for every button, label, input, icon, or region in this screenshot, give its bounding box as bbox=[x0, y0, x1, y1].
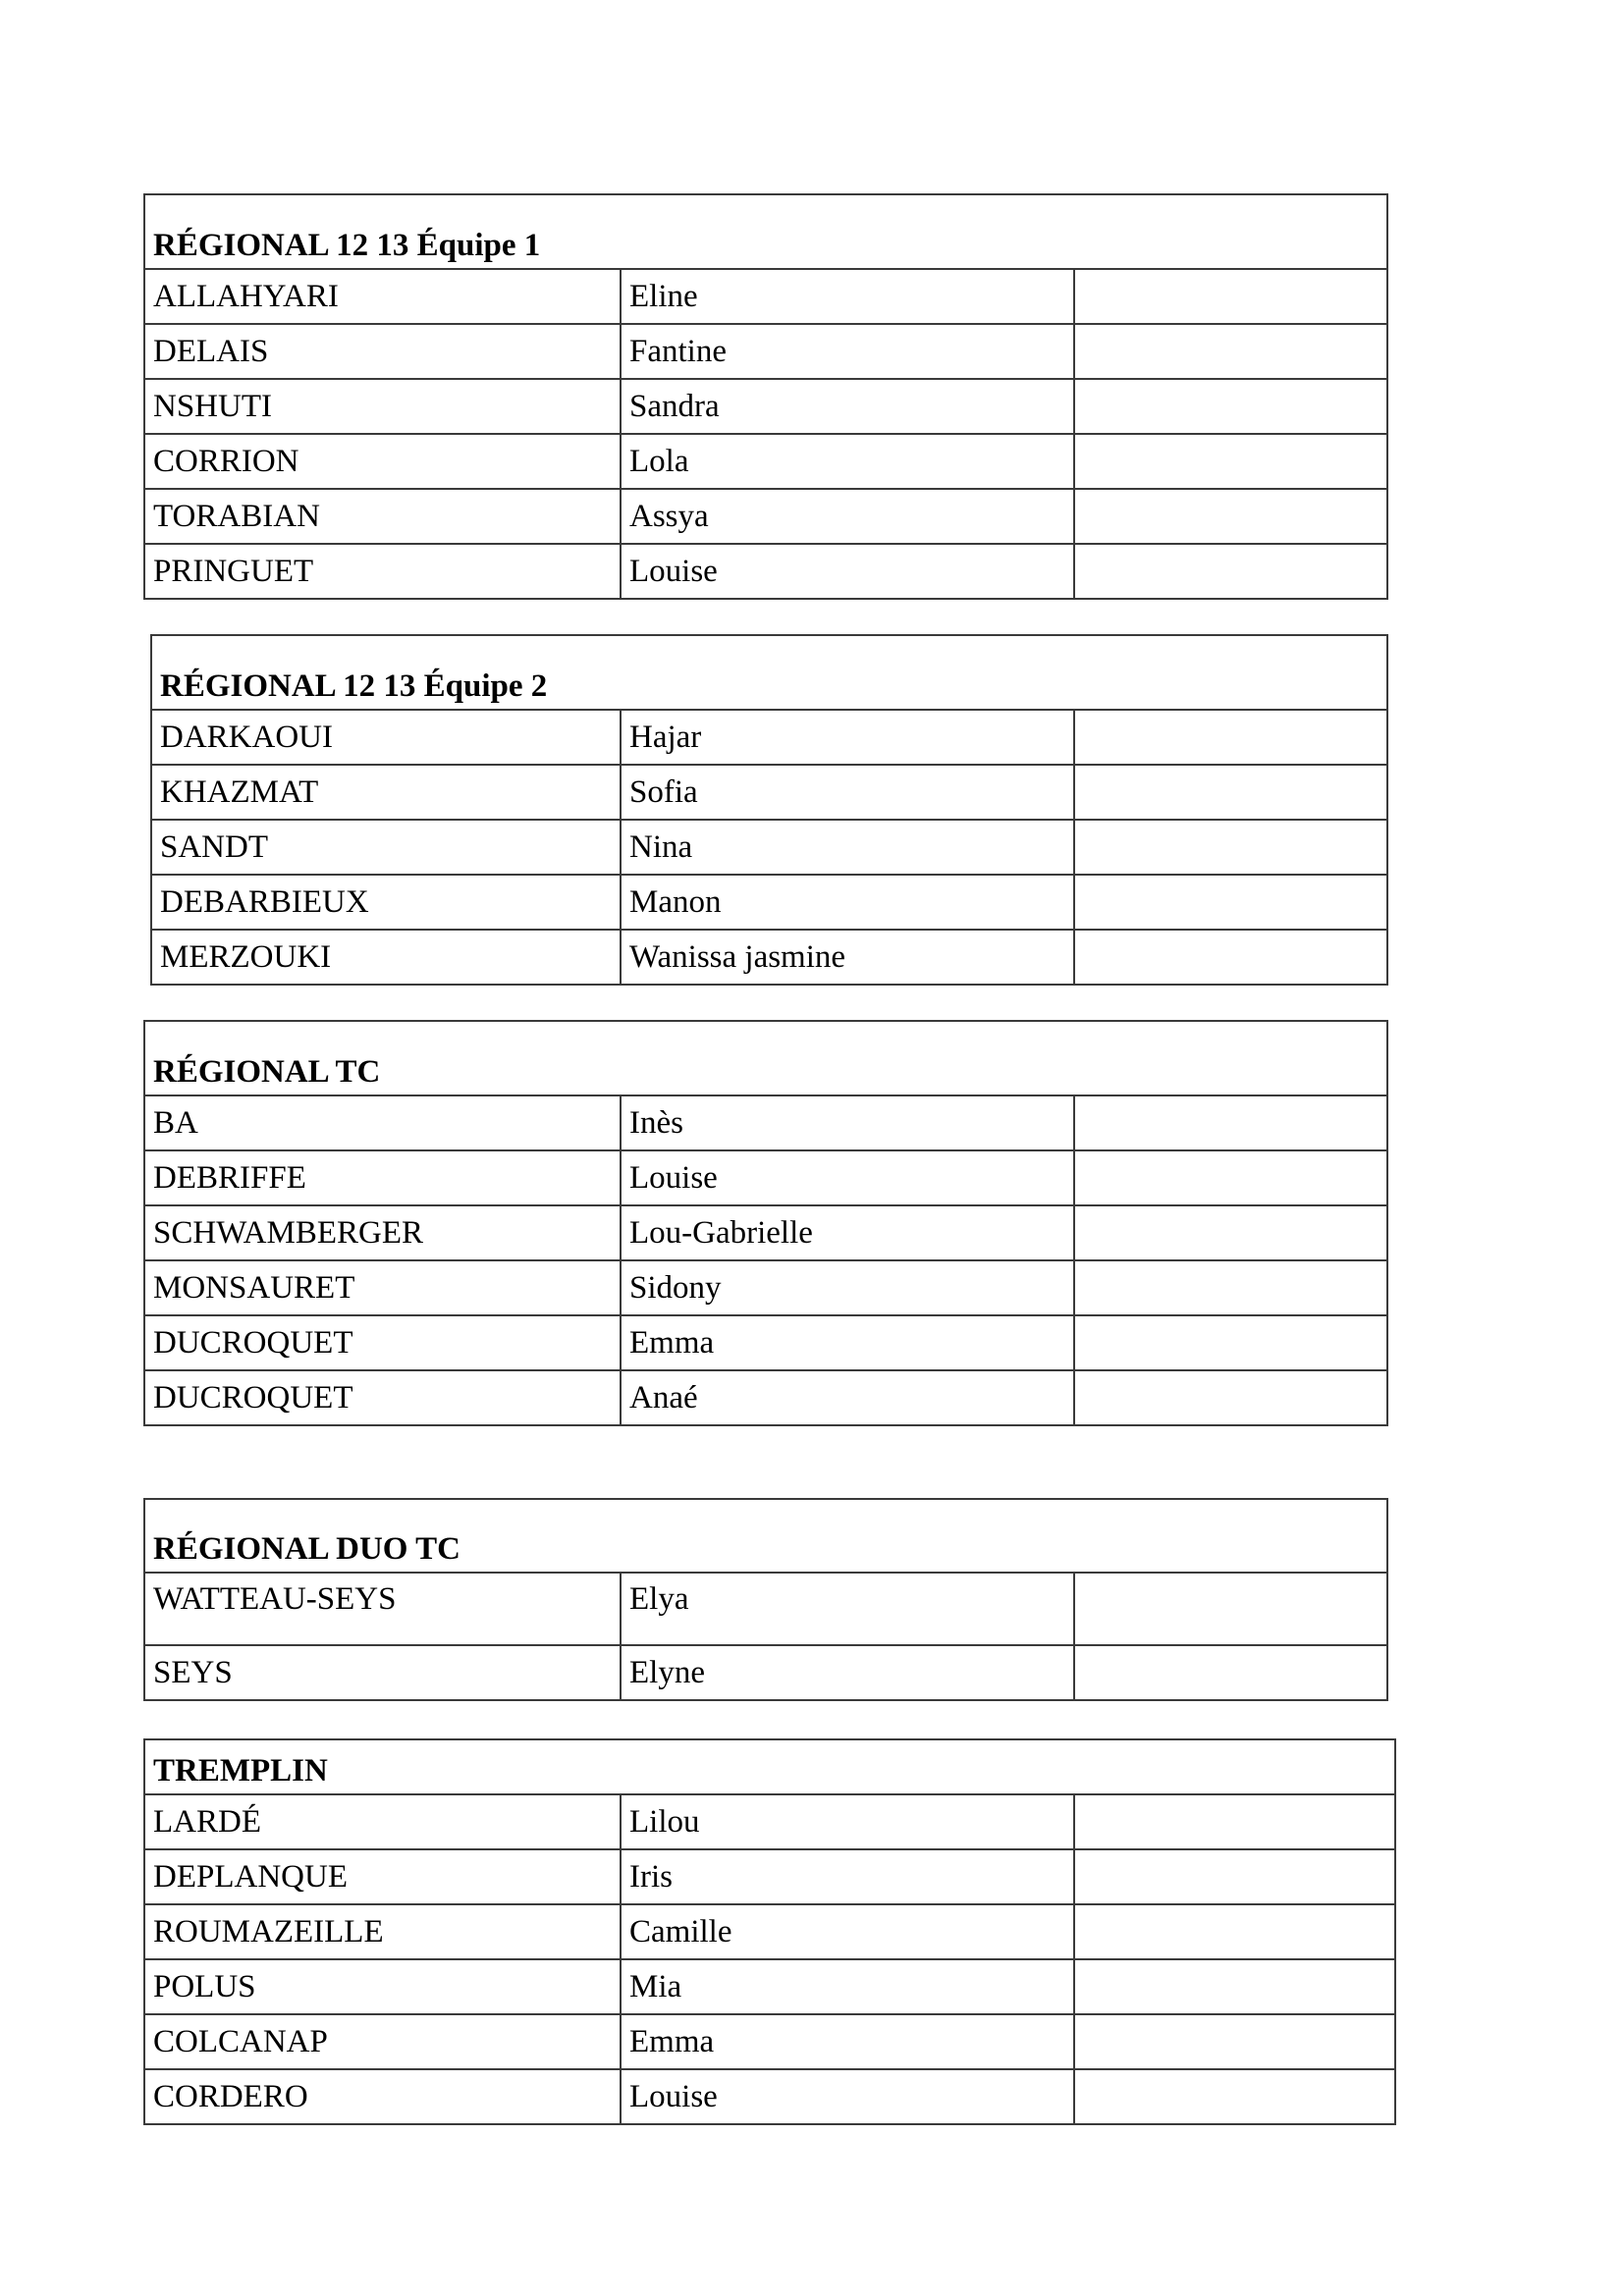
table-row bbox=[144, 1150, 1387, 1205]
last-name-cell: POLUS bbox=[144, 1959, 621, 2014]
table-row bbox=[144, 1904, 1395, 1959]
last-name-cell: BA bbox=[144, 1095, 621, 1150]
empty-cell bbox=[1074, 1150, 1387, 1205]
empty-cell bbox=[1074, 875, 1387, 930]
empty-cell bbox=[1074, 434, 1387, 489]
empty-cell bbox=[1074, 269, 1387, 324]
first-name-cell: Anaé bbox=[621, 1370, 1074, 1425]
first-name-cell: Hajar bbox=[621, 710, 1074, 765]
last-name-cell: WATTEAU-SEYS bbox=[144, 1573, 621, 1645]
empty-cell bbox=[1074, 1315, 1387, 1370]
first-name-cell: Emma bbox=[621, 2014, 1074, 2069]
first-name-cell: Eline bbox=[621, 269, 1074, 324]
table-row bbox=[151, 765, 1387, 820]
empty-cell bbox=[1074, 1095, 1387, 1150]
table-row bbox=[144, 1205, 1387, 1260]
empty-cell bbox=[1074, 324, 1387, 379]
last-name-cell: DUCROQUET bbox=[144, 1370, 621, 1425]
empty-cell bbox=[1074, 1904, 1395, 1959]
first-name-cell: Sandra bbox=[621, 379, 1074, 434]
table-row bbox=[151, 930, 1387, 985]
last-name-cell: SANDT bbox=[151, 820, 621, 875]
first-name-cell: Lou-Gabrielle bbox=[621, 1205, 1074, 1260]
table-row bbox=[151, 875, 1387, 930]
empty-cell bbox=[1074, 1370, 1387, 1425]
last-name-cell: DEBARBIEUX bbox=[151, 875, 621, 930]
table-row bbox=[151, 820, 1387, 875]
table-title: TREMPLIN bbox=[144, 1739, 1395, 1794]
first-name-cell: Elyne bbox=[621, 1645, 1074, 1700]
table-title: RÉGIONAL DUO TC bbox=[144, 1499, 1387, 1573]
last-name-cell: DELAIS bbox=[144, 324, 621, 379]
last-name-cell: TORABIAN bbox=[144, 489, 621, 544]
table-row bbox=[144, 269, 1387, 324]
empty-cell bbox=[1074, 930, 1387, 985]
last-name-cell: CORDERO bbox=[144, 2069, 621, 2124]
team-table bbox=[143, 1498, 1388, 1701]
table-row bbox=[144, 324, 1387, 379]
first-name-cell: Camille bbox=[621, 1904, 1074, 1959]
empty-cell bbox=[1074, 1573, 1387, 1645]
last-name-cell: ALLAHYARI bbox=[144, 269, 621, 324]
table-row bbox=[144, 2014, 1395, 2069]
first-name-cell: Elya bbox=[621, 1573, 1074, 1645]
last-name-cell: DARKAOUI bbox=[151, 710, 621, 765]
team-table bbox=[143, 193, 1388, 600]
empty-cell bbox=[1074, 710, 1387, 765]
first-name-cell: Assya bbox=[621, 489, 1074, 544]
last-name-cell: DEBRIFFE bbox=[144, 1150, 621, 1205]
last-name-cell: MONSAURET bbox=[144, 1260, 621, 1315]
last-name-cell: DUCROQUET bbox=[144, 1315, 621, 1370]
empty-cell bbox=[1074, 1205, 1387, 1260]
first-name-cell: Lola bbox=[621, 434, 1074, 489]
team-table bbox=[143, 1738, 1396, 2125]
empty-cell bbox=[1074, 765, 1387, 820]
empty-cell bbox=[1074, 1849, 1395, 1904]
empty-cell bbox=[1074, 379, 1387, 434]
table-row bbox=[144, 1573, 1387, 1645]
last-name-cell: ROUMAZEILLE bbox=[144, 1904, 621, 1959]
table-row bbox=[144, 1849, 1395, 1904]
table-row bbox=[144, 1315, 1387, 1370]
table-row bbox=[144, 1645, 1387, 1700]
empty-cell bbox=[1074, 2069, 1395, 2124]
first-name-cell: Louise bbox=[621, 544, 1074, 599]
table-title: RÉGIONAL 12 13 Équipe 2 bbox=[151, 635, 1387, 710]
first-name-cell: Louise bbox=[621, 1150, 1074, 1205]
table-row bbox=[144, 489, 1387, 544]
first-name-cell: Sidony bbox=[621, 1260, 1074, 1315]
table-row bbox=[144, 434, 1387, 489]
team-table bbox=[143, 1020, 1388, 1426]
last-name-cell: KHAZMAT bbox=[151, 765, 621, 820]
table-row bbox=[144, 1959, 1395, 2014]
last-name-cell: MERZOUKI bbox=[151, 930, 621, 985]
table-row bbox=[144, 1260, 1387, 1315]
first-name-cell: Nina bbox=[621, 820, 1074, 875]
table-row bbox=[144, 1794, 1395, 1849]
table-title: RÉGIONAL TC bbox=[144, 1021, 1387, 1095]
first-name-cell: Louise bbox=[621, 2069, 1074, 2124]
first-name-cell: Wanissa jasmine bbox=[621, 930, 1074, 985]
team-table bbox=[150, 634, 1388, 986]
empty-cell bbox=[1074, 1260, 1387, 1315]
empty-cell bbox=[1074, 2014, 1395, 2069]
first-name-cell: Iris bbox=[621, 1849, 1074, 1904]
first-name-cell: Inès bbox=[621, 1095, 1074, 1150]
table-row bbox=[144, 1370, 1387, 1425]
first-name-cell: Sofia bbox=[621, 765, 1074, 820]
table-row bbox=[144, 379, 1387, 434]
empty-cell bbox=[1074, 820, 1387, 875]
empty-cell bbox=[1074, 1794, 1395, 1849]
first-name-cell: Lilou bbox=[621, 1794, 1074, 1849]
table-title: RÉGIONAL 12 13 Équipe 1 bbox=[144, 194, 1387, 269]
last-name-cell: DEPLANQUE bbox=[144, 1849, 621, 1904]
table-row bbox=[144, 1095, 1387, 1150]
last-name-cell: SCHWAMBERGER bbox=[144, 1205, 621, 1260]
table-row bbox=[144, 2069, 1395, 2124]
empty-cell bbox=[1074, 489, 1387, 544]
table-row bbox=[151, 710, 1387, 765]
empty-cell bbox=[1074, 1959, 1395, 2014]
empty-cell bbox=[1074, 544, 1387, 599]
last-name-cell: PRINGUET bbox=[144, 544, 621, 599]
last-name-cell: COLCANAP bbox=[144, 2014, 621, 2069]
first-name-cell: Manon bbox=[621, 875, 1074, 930]
first-name-cell: Fantine bbox=[621, 324, 1074, 379]
last-name-cell: CORRION bbox=[144, 434, 621, 489]
first-name-cell: Mia bbox=[621, 1959, 1074, 2014]
empty-cell bbox=[1074, 1645, 1387, 1700]
first-name-cell: Emma bbox=[621, 1315, 1074, 1370]
last-name-cell: LARDÉ bbox=[144, 1794, 621, 1849]
table-row bbox=[144, 544, 1387, 599]
last-name-cell: SEYS bbox=[144, 1645, 621, 1700]
last-name-cell: NSHUTI bbox=[144, 379, 621, 434]
